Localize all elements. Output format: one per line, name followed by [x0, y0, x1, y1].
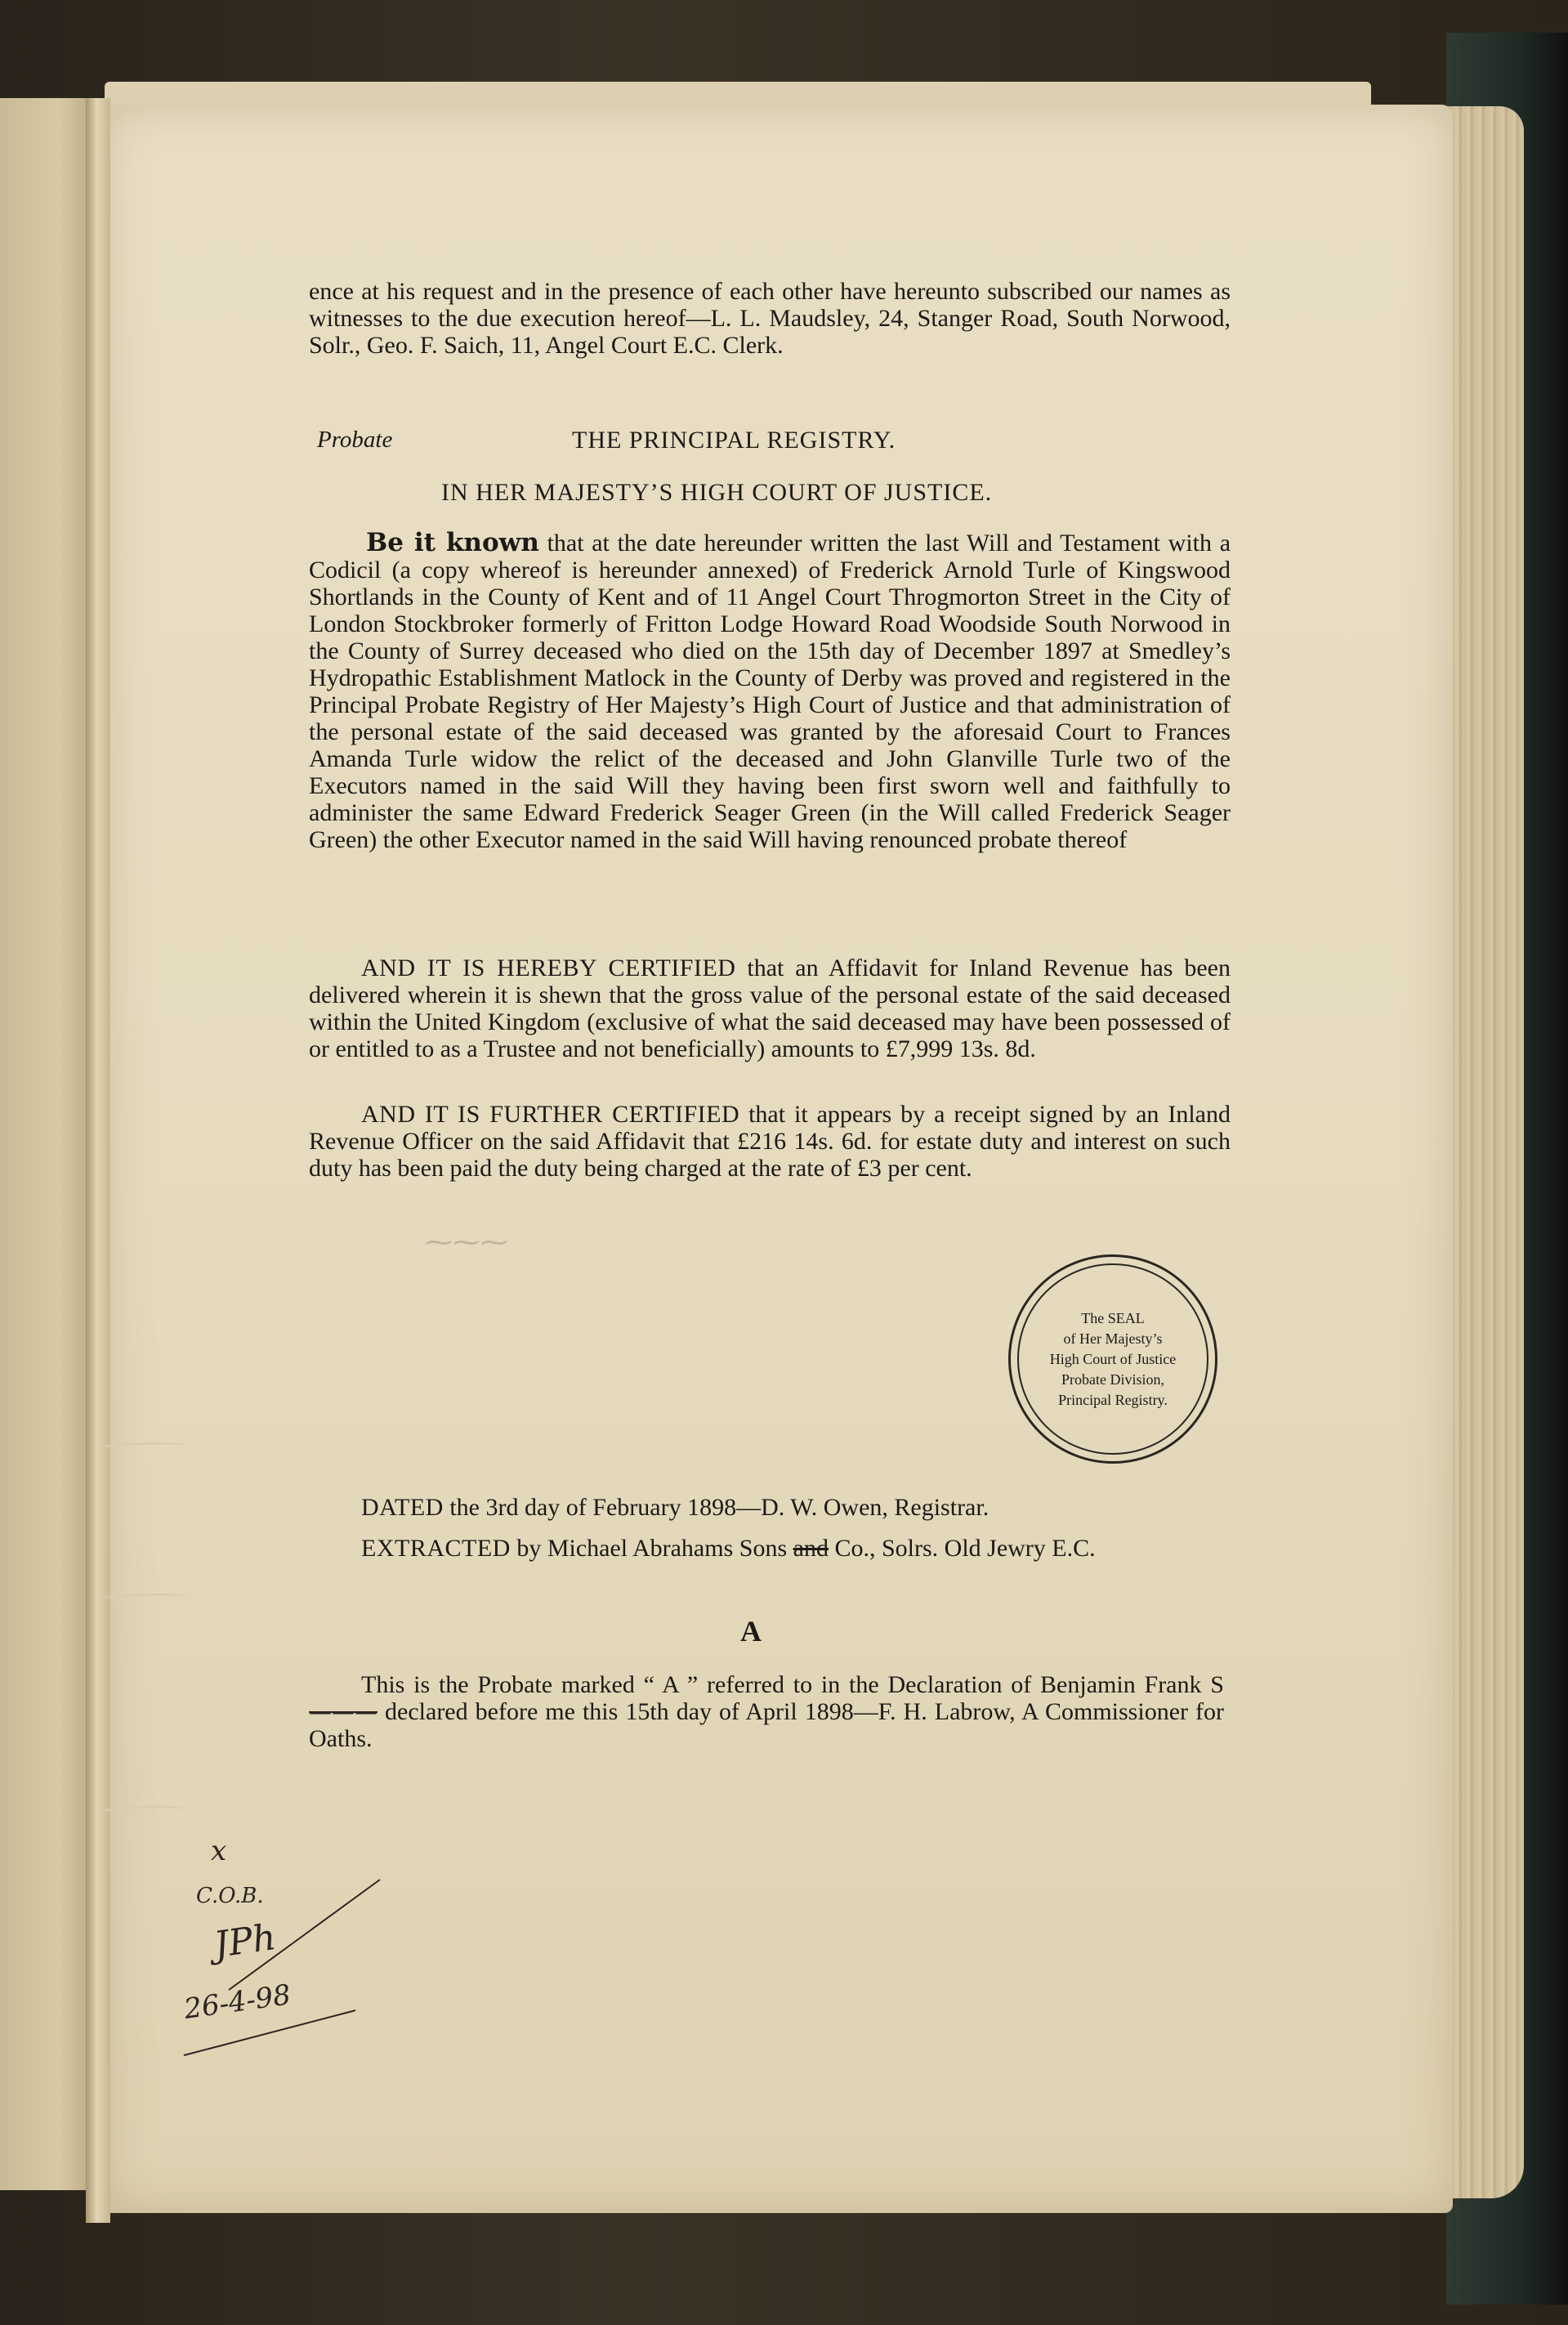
- dated-line: [361, 1494, 1231, 1521]
- handwritten-strokes: [180, 1871, 392, 2068]
- further-certified-paragraph: [309, 1101, 1231, 1182]
- handwritten-initials: C.O.B.: [196, 1884, 264, 1908]
- grant-paragraph: [309, 530, 1231, 853]
- further-text: that it appears by a receipt signed by an Inland Revenue Officer on the said Affidavit that £216 14s. 6d. for estate duty and interest on such duty has been paid the duty being charged at the rate of £3 per cent.: [309, 1101, 1231, 1182]
- book-gutter: [86, 98, 110, 2223]
- extracted-struck-word: and: [793, 1535, 829, 1562]
- handwritten-mark: x: [211, 1835, 227, 1867]
- dated-lead: DATED: [361, 1494, 444, 1521]
- date-underline: [184, 2010, 355, 2055]
- declaration-text: This is the Probate marked “ A ” referred to in the Declaration of Benjamin Frank S: [361, 1671, 1224, 1698]
- further-lead: AND IT IS FURTHER CERTIFIED: [361, 1101, 740, 1128]
- declaration-paragraph: [309, 1671, 1224, 1752]
- handwritten-surname: ———: [309, 1698, 377, 1725]
- court-seal: [1008, 1254, 1217, 1464]
- exhibit-letter: A: [740, 1615, 762, 1648]
- extracted-paragraph: [309, 1535, 1219, 1562]
- dated-text: the 3rd day of February 1898—D. W. Owen, Registrar.: [449, 1494, 989, 1521]
- seal-line: Principal Registry.: [1058, 1391, 1168, 1408]
- faint-signature: ⁓⁓⁓: [425, 1226, 508, 1259]
- court-seal-text: [1017, 1263, 1208, 1455]
- declaration-text-2: declared before me this 15th day of April 1898—F. H. Labrow, A Commissioner for Oaths.: [309, 1698, 1225, 1752]
- be-it-known: Be it known: [366, 528, 539, 557]
- certified-lead: AND IT IS HEREBY CERTIFIED: [361, 955, 736, 981]
- extracted-text: by Michael Abrahams Sons: [516, 1535, 788, 1562]
- seal-line: Probate Division,: [1061, 1370, 1164, 1388]
- extracted-text-2: Co., Solrs. Old Jewry E.C.: [834, 1535, 1096, 1562]
- handwritten-date: 26-4-98: [181, 1978, 293, 2026]
- grant-text: that at the date hereunder written the last Will and Testament with a Codicil (a copy whereof is hereunder annexed) of Frederick Arnold Turle of Kingswood Shortlands in the County of Kent and of 11 Angel Court Throgmorton Street in the City of London Stockbroker formerly of Fritton Lodge Howard Road Woodside South Norwood in the County of Surrey deceased who died on the 15th day of December 1897 at Smedley’s Hydropathic Establishment Matlock in the County of Derby was proved and registered in the Principal Probate Registry of Her Majesty’s High Court of Justice and that administration of the personal estate of the said deceased was granted by the aforesaid Court to Frances Amanda Turle widow the relict of the deceased and John Glanville Turle two of the Executors named in the said Will they having been first sworn well and faithfully to administer the same Edward Frederick Seager Green (in the Will called Frederick Seager Green) the other Executor named in the said Will having renounced probate thereof: [309, 530, 1231, 853]
- heading-court: IN HER MAJESTY’S HIGH COURT OF JUSTICE.: [441, 479, 993, 506]
- heading-registry: THE PRINCIPAL REGISTRY.: [572, 427, 896, 454]
- certified-paragraph: [309, 955, 1231, 1062]
- extracted-lead: EXTRACTED: [361, 1535, 511, 1562]
- handwritten-signature: JPh: [211, 1916, 279, 1967]
- witness-paragraph: ence at his request and in the presence of each other have hereunto subscribed our names as witnesses to the due execution hereof—L. L. Maudsley, 24, Stanger Road, South Norwood, Solr., Geo. F. Saich, 11, Angel Court E.C. Clerk.: [309, 278, 1231, 359]
- probate-label: Probate: [317, 427, 393, 453]
- left-page-edge: [0, 98, 98, 2190]
- seal-line: of Her Majesty’s: [1063, 1330, 1163, 1347]
- signature-stroke: [229, 1880, 380, 1990]
- seal-line: High Court of Justice: [1049, 1350, 1177, 1367]
- certified-text: that an Affidavit for Inland Revenue has been delivered wherein it is shewn that the gross value of the personal estate of the said deceased within the United Kingdom (exclusive of what the said deceased may have been possessed of or entitled to as a Trustee and not beneficially) amounts to £7,999 13s. 8d.: [309, 955, 1231, 1062]
- seal-line: The SEAL: [1081, 1309, 1145, 1326]
